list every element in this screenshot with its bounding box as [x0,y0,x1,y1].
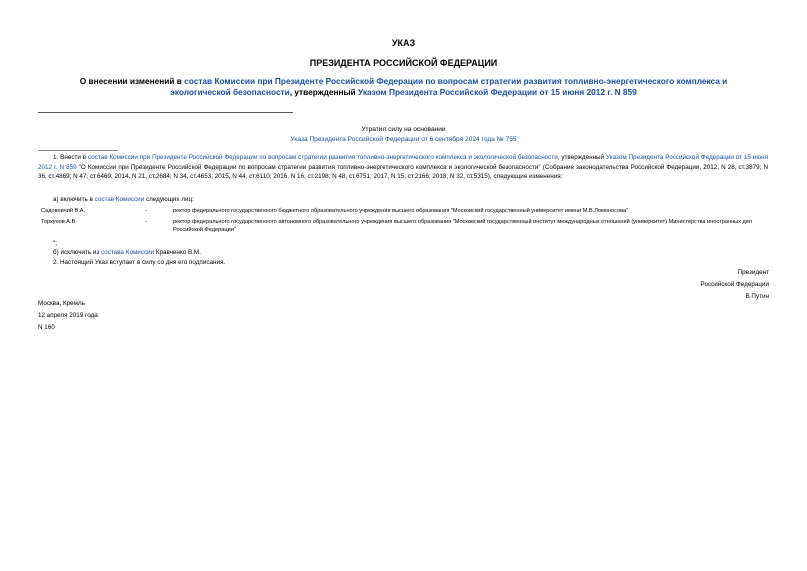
para1-text-mid: , утвержденный [557,154,606,161]
heading-link-commission[interactable]: состав Комиссии при Президенте Российской Федерации по вопросам стратегии развития топливно-энергетического комплекса и экологической безопасности [170,76,728,97]
member-dash: - [145,219,147,225]
para3-link-commission[interactable]: состава Комиссии [101,249,155,256]
heading-text-mid: , утвержденный [289,87,358,97]
para2-link-commission[interactable]: состав Комиссии [94,196,145,203]
para3-text-post: Кравченко В.М. [154,249,201,256]
member-description: ректор федерального государственного автономного образовательного учреждения высшего образования "Московский государственный институт международных отношений (университет) Министерства иностранных дел Российской Федерации" [173,219,753,233]
document-heading [50,76,757,98]
repealed-link[interactable]: Указа Президента Российской Федерации от 6 сентября 2024 года № 755 [290,136,517,143]
paragraph-2: 2. Настоящий Указ вступает в силу со дня его подписания. [53,259,226,266]
para1-link-decree[interactable]: Указом Президента Российской Федерации от 15 июня 2012 г. N 859 [38,154,768,171]
para2-text-post: следующих лиц: [144,196,194,203]
heading-link-decree[interactable]: Указом Президента Российской Федерации от 15 июня 2012 г. N 859 [357,87,637,97]
signature-country: Российской Федерации [700,281,769,288]
para1-link-commission[interactable]: состав Комиссии при Президенте Российской Федерации по вопросам стратегии развития топливно-энергетического комплекса и экологической безопасности [88,154,558,161]
closing-quote: "; [53,240,57,247]
divider [38,112,293,113]
signing-place: Москва, Кремль [38,300,85,307]
para1-text-pre: 1. Внести в [53,154,89,161]
member-name: Садовничий В.А. [41,208,86,214]
para3-text-pre: б) исключить из [53,249,102,256]
signature-name: В.Путин [745,293,769,300]
divider-short [38,150,118,151]
member-dash: - [145,208,147,214]
document-number: N 160 [38,324,55,331]
paragraph-1 [38,153,768,182]
signature-title: Президент [737,269,769,276]
paragraph-a [53,195,194,204]
signing-date: 12 апреля 2019 года [38,312,98,319]
para1-text-rest: "О Комиссии при Президенте Российской Федерации по вопросам стратегии развития топливно-энергетического комплекса и экологической безопасности" (Собрание законодательства Российской Федерации, 2012, N 28, ст.3879; N 36, ст.4869; N 47, ст.6469; 2014, N 21, ст.2684; N 34, ст.4653; 2015, N 44, ст.6110; 2016, N 16, ст.2198; N 48, ст.6751; 2017, N 15, ст.2166; 2018, N 32, ст.5315), следующие изменения: [38,163,768,181]
repealed-notice: Утратил силу на основании [361,126,446,133]
heading-text-pre: О внесении изменений в [79,76,185,86]
issuer-title: ПРЕЗИДЕНТА РОССИЙСКОЙ ФЕДЕРАЦИИ [309,58,498,68]
para2-text-pre: а) включить в [53,196,95,203]
document-type-title: УКАЗ [391,38,416,48]
member-description: ректор федерального государственного бюджетного образовательного учреждения высшего образования "Московский государственный университет имени М.В.Ломоносова" [173,208,629,214]
member-name: Торкунов А.В. [41,219,77,225]
paragraph-b [53,248,201,257]
